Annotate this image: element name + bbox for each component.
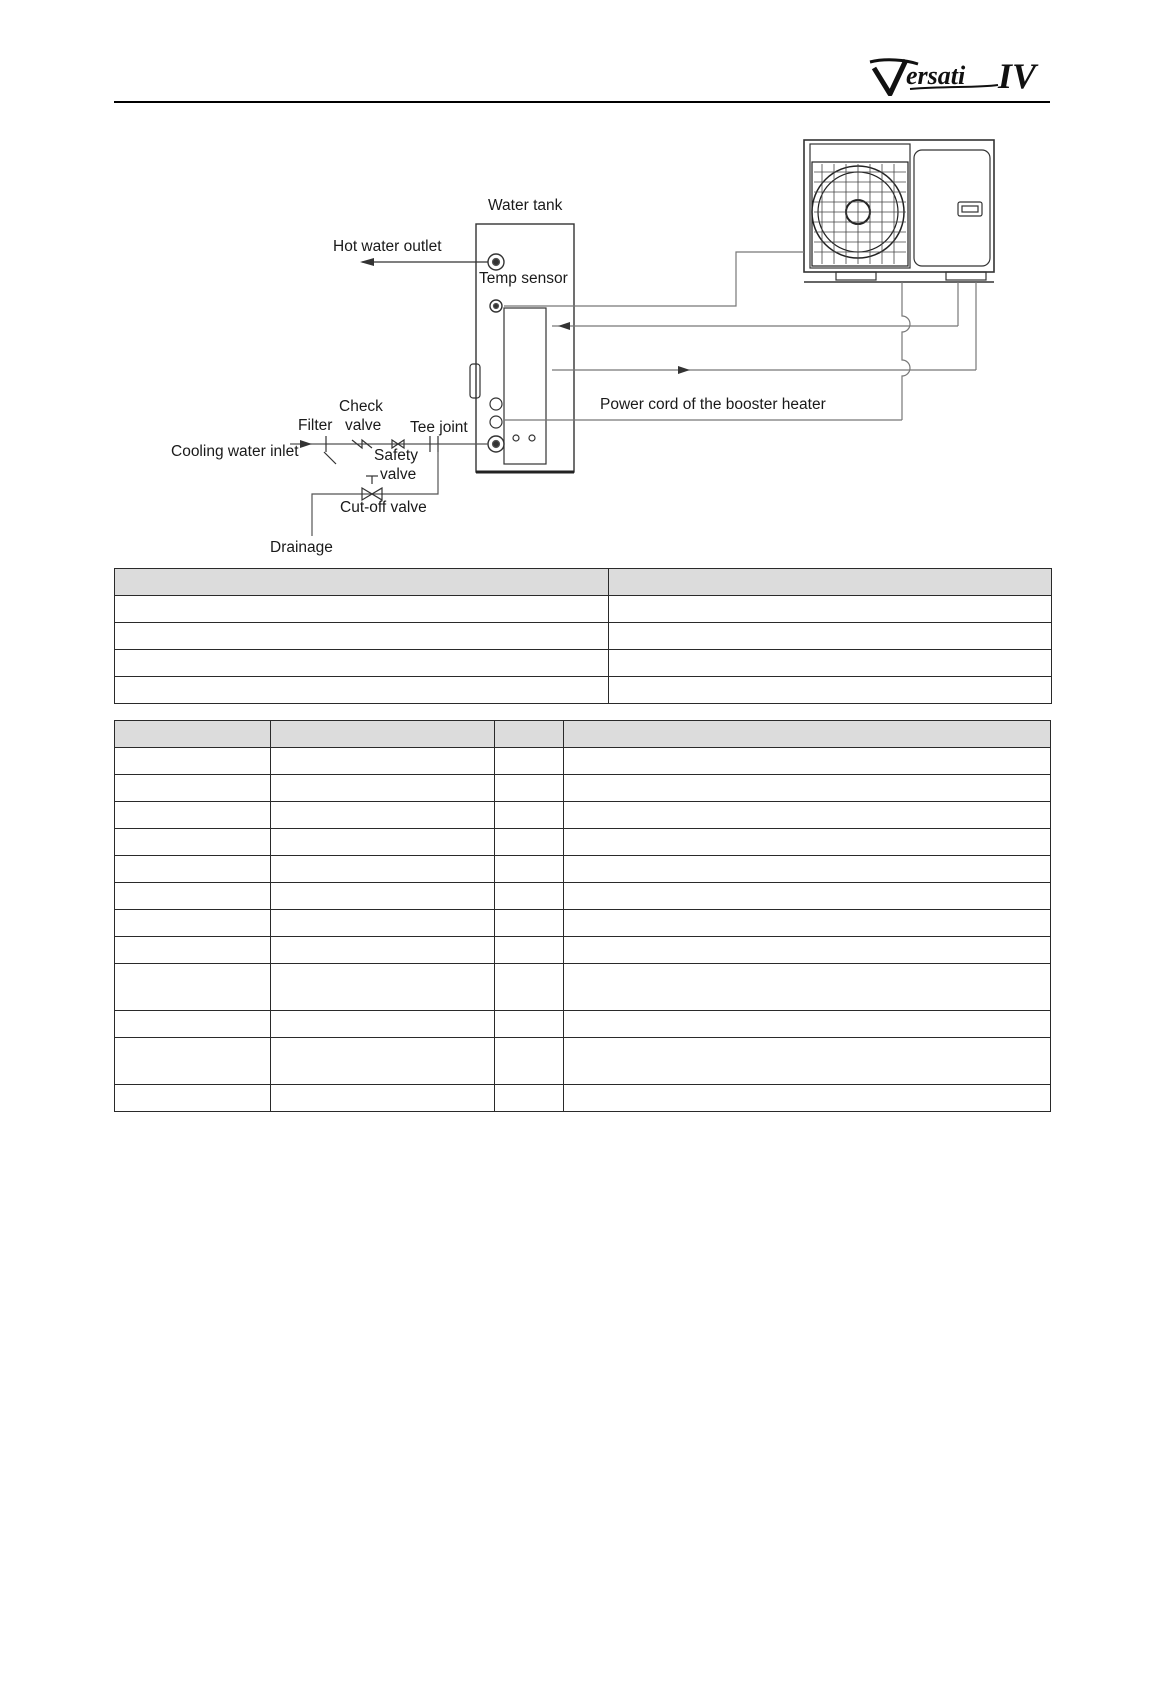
table-cell: [115, 1085, 271, 1112]
table-cell: [609, 569, 1052, 596]
table-cell: [271, 937, 495, 964]
table-cell: [564, 1085, 1051, 1112]
table-cell: [271, 1038, 495, 1085]
table-cell: [115, 829, 271, 856]
table-row: [115, 829, 1051, 856]
spec-table-2: [114, 720, 1051, 1112]
table-cell: [271, 829, 495, 856]
table-cell: [495, 937, 564, 964]
table-cell: [609, 650, 1052, 677]
table-cell: [495, 802, 564, 829]
table-cell: [115, 775, 271, 802]
table-cell: [495, 964, 564, 1011]
table-cell: [115, 569, 609, 596]
table-cell: [564, 721, 1051, 748]
table-cell: [495, 748, 564, 775]
table-cell: [271, 721, 495, 748]
table-row: [115, 883, 1051, 910]
label-safety-valve-1: Safety: [374, 447, 418, 464]
label-safety-valve-2: valve: [380, 466, 417, 483]
table-header-row: [115, 721, 1051, 748]
table-cell: [271, 1011, 495, 1038]
table-cell: [115, 964, 271, 1011]
table-cell: [609, 677, 1052, 704]
table-cell: [115, 856, 271, 883]
table-row: [115, 677, 1052, 704]
label-filter: Filter: [298, 417, 333, 434]
svg-text:ersati: ersati: [906, 61, 966, 90]
label-hot-water-outlet: Hot water outlet: [333, 238, 442, 255]
table-cell: [564, 748, 1051, 775]
table-cell: [115, 721, 271, 748]
table-cell: [115, 937, 271, 964]
table-cell: [271, 1085, 495, 1112]
table-cell: [564, 802, 1051, 829]
table-cell: [564, 937, 1051, 964]
label-drainage: Drainage: [270, 539, 333, 556]
table-cell: [495, 910, 564, 937]
table-cell: [271, 910, 495, 937]
table-cell: [115, 1011, 271, 1038]
table-cell: [564, 775, 1051, 802]
table-cell: [115, 748, 271, 775]
table-cell: [495, 1085, 564, 1112]
label-temp-sensor: Temp sensor: [479, 270, 568, 287]
table-cell: [115, 623, 609, 650]
table-cell: [115, 910, 271, 937]
table-cell: [115, 883, 271, 910]
table-cell: [609, 596, 1052, 623]
table-cell: [115, 596, 609, 623]
table-row: [115, 775, 1051, 802]
table-row: [115, 650, 1052, 677]
table-cell: [495, 1011, 564, 1038]
table-cell: [495, 775, 564, 802]
table-cell: [564, 964, 1051, 1011]
table-cell: [495, 829, 564, 856]
outdoor-unit: [804, 140, 994, 282]
table-row: [115, 937, 1051, 964]
table-row: [115, 910, 1051, 937]
table-cell: [271, 775, 495, 802]
table-cell: [271, 802, 495, 829]
table-cell: [271, 748, 495, 775]
table-cell: [564, 1011, 1051, 1038]
table-row: [115, 1085, 1051, 1112]
table-cell: [115, 677, 609, 704]
water-tank: [470, 224, 574, 472]
installation-diagram: [0, 0, 1162, 560]
table-cell: [495, 721, 564, 748]
table-cell: [495, 856, 564, 883]
table-cell: [564, 883, 1051, 910]
table-row: [115, 856, 1051, 883]
table-cell: [115, 650, 609, 677]
label-cooling-water-inlet: Cooling water inlet: [171, 443, 299, 460]
table-row: [115, 748, 1051, 775]
label-tee-joint: Tee joint: [410, 419, 468, 436]
table-cell: [271, 883, 495, 910]
table-row: [115, 1011, 1051, 1038]
table-cell: [564, 910, 1051, 937]
svg-text:IV: IV: [998, 56, 1037, 96]
table-cell: [495, 883, 564, 910]
table-row: [115, 623, 1052, 650]
label-power-cord: Power cord of the booster heater: [600, 396, 826, 413]
table-cell: [115, 802, 271, 829]
table-cell: [495, 1038, 564, 1085]
label-cutoff-valve: Cut-off valve: [340, 499, 427, 516]
table-cell: [564, 1038, 1051, 1085]
label-check-valve-2: valve: [345, 417, 382, 434]
label-water-tank: Water tank: [488, 197, 563, 214]
table-cell: [271, 964, 495, 1011]
table-row: [115, 1038, 1051, 1085]
table-cell: [564, 829, 1051, 856]
spec-table-1: [114, 568, 1052, 704]
label-check-valve-1: Check: [339, 398, 383, 415]
table-row: [115, 596, 1052, 623]
table-cell: [564, 856, 1051, 883]
table-header-row: [115, 569, 1052, 596]
table-cell: [609, 623, 1052, 650]
table-row: [115, 802, 1051, 829]
table-cell: [271, 856, 495, 883]
table-row: [115, 964, 1051, 1011]
table-cell: [115, 1038, 271, 1085]
